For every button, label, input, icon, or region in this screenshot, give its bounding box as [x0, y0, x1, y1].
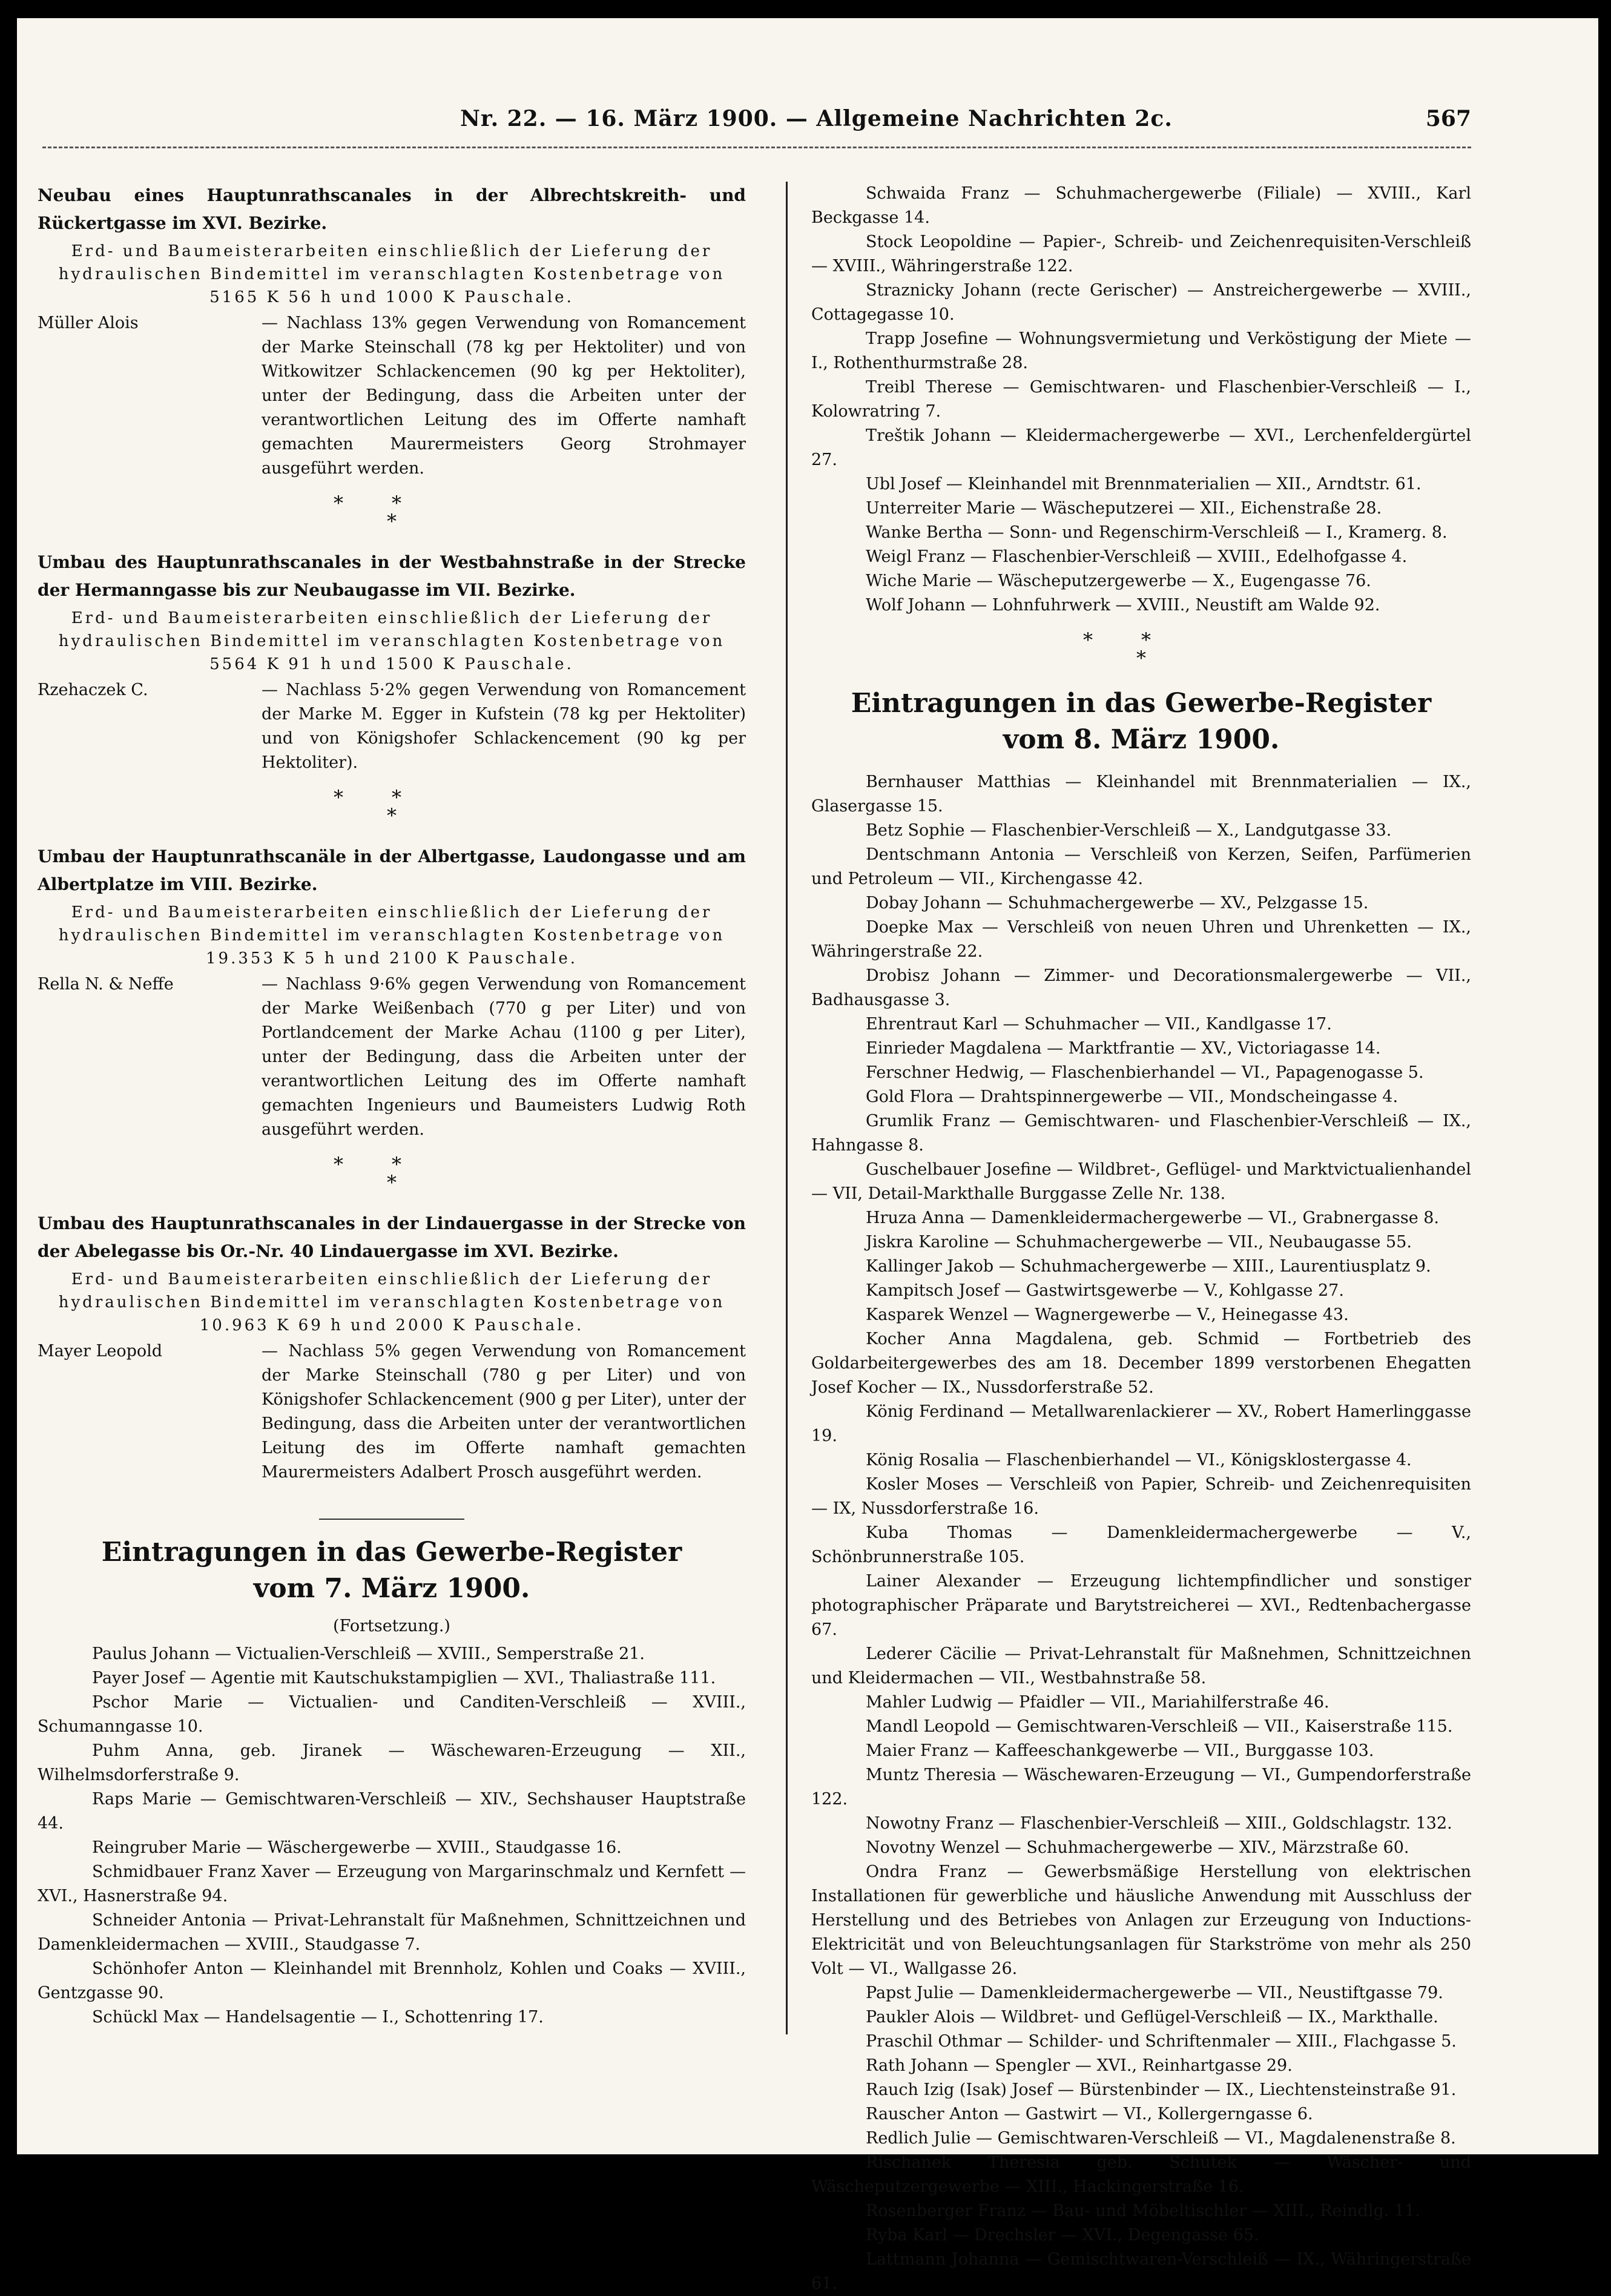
register-entry: Bernhauser Matthias — Kleinhandel mit Brennmaterialien — IX., Glasergasse 15.: [811, 773, 1471, 816]
register-entry: Doepke Max — Verschleiß von neuen Uhren und Uhrenketten — IX., Währingerstraße 22.: [811, 918, 1471, 961]
register-entry: Guschelbauer Josefine — Wildbret-, Geflügel- und Marktvictualienhandel — VII, Detail-Markthalle Burggasse Zelle Nr. 138.: [811, 1160, 1471, 1203]
register-entry: Betz Sophie — Flaschenbier-Verschleiß — X., Landgutgasse 33.: [866, 821, 1392, 840]
column-divider: [786, 182, 788, 2034]
tender-section: [38, 1210, 746, 1485]
section-title: Neubau eines Hauptunrathscanales in der Albrechtskreith- und Rückertgasse im XVI. Bezirke.: [38, 185, 746, 233]
register-entry: Treibl Therese — Gemischtwaren- und Flaschenbier-Verschleiß — I., Kolowratring 7.: [811, 378, 1471, 421]
register-entry: Reingruber Marie — Wäschergewerbe — XVIII., Staudgasse 16.: [92, 1838, 622, 1857]
right-column: [811, 182, 1471, 2296]
award-row: [38, 1339, 746, 1485]
register-entry: Schwaida Franz — Schuhmachergewerbe (Filiale) — XVIII., Karl Beckgasse 14.: [811, 184, 1471, 227]
header-title: Nr. 22. — 16. März 1900. — Allgemeine Nachrichten 2c.: [460, 106, 1173, 131]
register-entry: Ferschner Hedwig, — Flaschenbierhandel — VI., Papagenogasse 5.: [866, 1063, 1424, 1082]
award-text: — Nachlass 5% gegen Verwendung von Romancement der Marke Steinschall (780 g per Liter) und von Königshofer Schlackencement (900 g per Liter), unter der Bedingung, dass die Arbeiten unter der verantwortlichen Leitung des im Offerte namhaft gemachten Maurermeisters Adalbert Prosch ausgeführt werden.: [262, 1342, 746, 1482]
award-row: [38, 678, 746, 775]
register-entry: Nowotny Franz — Flaschenbier-Verschleiß — XIII., Goldschlagstr. 132.: [866, 1814, 1452, 1833]
register-entry: Einrieder Magdalena — Marktfrantie — XV., Victoriagasse 14.: [866, 1039, 1381, 1058]
running-header: [42, 106, 1471, 142]
register-entry: Ryba Karl — Drechsler — XVI., Degengasse 65.: [866, 2226, 1259, 2245]
register-entry: Lattmann Johanna — Gemischtwaren-Verschleiß — IX., Währingerstraße 61.: [811, 2250, 1471, 2293]
register-entry: Dobay Johann — Schuhmachergewerbe — XV., Pelzgasse 15.: [866, 894, 1369, 912]
register-entry: Wanke Bertha — Sonn- und Regenschirm-Verschleiß — I., Kramerg. 8.: [866, 523, 1448, 542]
register-entry: Stock Leopoldine — Papier-, Schreib- und Zeichenrequisiten-Verschleiß — XVIII., Währingerstraße 122.: [811, 233, 1471, 275]
register-heading: Eintragungen in das Gewerbe-Register: [101, 1537, 682, 1568]
award-row: [38, 311, 746, 481]
register-entry: Ubl Josef — Kleinhandel mit Brennmaterialien — XII., Arndtstr. 61.: [866, 475, 1422, 493]
register-entry: Payer Josef — Agentie mit Kautschukstampiglien — XVI., Thaliastraße 111.: [92, 1669, 716, 1687]
register-entry: Treštik Johann — Kleidermachergewerbe — XVI., Lerchenfeldergürtel 27.: [811, 426, 1471, 469]
register-entry: Schneider Antonia — Privat-Lehranstalt für Maßnehmen, Schnittzeichnen und Damenkleidermachen — XVIII., Staudgasse 7.: [38, 1911, 746, 1954]
register-entry: Hruza Anna — Damenkleidermachergewerbe — VI., Grabnergasse 8.: [866, 1209, 1440, 1227]
register-entry: Grumlik Franz — Gemischtwaren- und Flaschenbier-Verschleiß — IX., Hahngasse 8.: [811, 1112, 1471, 1155]
register-entry: Novotny Wenzel — Schuhmachergewerbe — XIV., Märzstraße 60.: [866, 1838, 1409, 1857]
register-entry: Weigl Franz — Flaschenbier-Verschleiß — XVIII., Edelhofgasse 4.: [866, 547, 1408, 566]
asterism-divider: ** *: [1083, 628, 1199, 670]
award-row: [38, 972, 746, 1142]
register-entry: Drobisz Johann — Zimmer- und Decorationsmalergewerbe — VII., Badhausgasse 3.: [811, 966, 1471, 1009]
section-title: Umbau der Hauptunrathscanäle in der Albertgasse, Laudongasse und am Albertplatze im VIII. Bezirke.: [38, 846, 746, 894]
register-entry: Rath Johann — Spengler — XVI., Reinhartgasse 29.: [866, 2056, 1293, 2075]
register-entry: König Rosalia — Flaschenbierhandel — VI., Königsklostergasse 4.: [866, 1451, 1412, 1470]
register-entry: Muntz Theresia — Wäschewaren-Erzeugung — VI., Gumpendorferstraße 122.: [811, 1766, 1471, 1809]
register-entry: Ondra Franz — Gewerbsmäßige Herstellung von elektrischen Installationen für gewerbliche und häusliche Anwendung mit Ausschluss der Herstellung und des Betriebes von Anlagen zur Erzeugung von Inductions-Elektricität und von Beleuchtungsanlagen für Starkströme von mehr als 250 Volt — VI., Wallgasse 26.: [811, 1862, 1471, 1978]
left-column: [38, 182, 746, 2030]
firm-name: Rzehaczek C.: [38, 681, 148, 699]
register-entry: Rauscher Anton — Gastwirt — VI., Kollergerngasse 6.: [866, 2105, 1313, 2123]
register-date: vom 8. März 1900.: [1003, 724, 1280, 755]
register-entry: Paukler Alois — Wildbret- und Geflügel-Verschleiß — IX., Markthalle.: [866, 2008, 1438, 2027]
register-entry: Papst Julie — Damenkleidermachergewerbe — VII., Neustiftgasse 79.: [866, 1984, 1443, 2002]
asterism-divider: ** *: [334, 492, 450, 533]
firm-name: Mayer Leopold: [38, 1342, 163, 1361]
register-entry: Wiche Marie — Wäscheputzergewerbe — X., Eugengasse 76.: [866, 572, 1371, 590]
page-number: 567: [1425, 106, 1471, 131]
section-title: Umbau des Hauptunrathscanales in der Westbahnstraße in der Strecke der Hermanngasse bis zur Neubaugasse im VII. Bezirke.: [38, 552, 746, 600]
register-entry: Rauch Izig (Isak) Josef — Bürstenbinder — IX., Liechtensteinstraße 91.: [866, 2080, 1457, 2099]
register-entry: Kosler Moses — Verschleiß von Papier, Schreib- und Zeichenrequisiten — IX, Nussdorferstraße 16.: [811, 1475, 1471, 1518]
register-date: vom 7. März 1900.: [253, 1573, 530, 1604]
firm-name: Müller Alois: [38, 314, 139, 332]
header-rule: [42, 147, 1471, 148]
register-entry: Dentschmann Antonia — Verschleiß von Kerzen, Seifen, Parfümerien und Petroleum — VII., Kirchengasse 42.: [811, 845, 1471, 888]
register-entry: Rischanek Theresia geb. Schutek — Wäscher- und Wäscheputzergewerbe — XIII., Hackingerstraße 16.: [811, 2153, 1471, 2196]
register-entry: Mahler Ludwig — Pfaidler — VII., Mariahilferstraße 46.: [866, 1693, 1329, 1712]
tender-section: [38, 843, 746, 1142]
works-description: Erd- und Baumeisterarbeiten einschließlich der Lieferung der hydraulischen Bindemittel im veranschlagten Kostenbetrage von 19.353 K 5 h und 2100 K Pauschale.: [58, 903, 725, 968]
asterism-divider: ** *: [334, 786, 450, 827]
firm-name: Rella N. & Neffe: [38, 975, 174, 994]
register-entry: Unterreiter Marie — Wäscheputzerei — XII., Eichenstraße 28.: [866, 499, 1382, 518]
register-entry: Lederer Cäcilie — Privat-Lehranstalt für Maßnehmen, Schnittzeichnen und Kleidermachen — VII., Westbahnstraße 58.: [811, 1644, 1471, 1687]
register-entry: Ehrentraut Karl — Schuhmacher — VII., Kandlgasse 17.: [866, 1015, 1332, 1034]
register-entry: Kuba Thomas — Damenkleidermachergewerbe — V., Schönbrunnerstraße 105.: [811, 1523, 1471, 1566]
register-entry: Kampitsch Josef — Gastwirtsgewerbe — V., Kohlgasse 27.: [866, 1281, 1344, 1300]
works-description: Erd- und Baumeisterarbeiten einschließlich der Lieferung der hydraulischen Bindemittel im veranschlagten Kostenbetrage von 5165 K 56 h und 1000 K Pauschale.: [58, 242, 725, 306]
register-entry: Trapp Josefine — Wohnungsvermietung und Verköstigung der Miete — I., Rothenthurmstraße 28.: [811, 329, 1471, 372]
award-text: — Nachlass 5·2% gegen Verwendung von Romancement der Marke M. Egger in Kufstein (78 kg per Hektoliter) und von Königshofer Schlackencement (90 kg per Hektoliter).: [262, 681, 746, 772]
register-entry: Praschil Othmar — Schilder- und Schriftenmaler — XIII., Flachgasse 5.: [866, 2032, 1457, 2051]
register-entry: Kocher Anna Magdalena, geb. Schmid — Fortbetrieb des Goldarbeitergewerbes des am 18. December 1899 verstorbenen Ehegatten Josef Kocher — IX., Nussdorferstraße 52.: [811, 1330, 1471, 1397]
tender-section: [38, 182, 746, 481]
continuation-note: (Fortsetzung.): [333, 1617, 450, 1635]
award-text: — Nachlass 13% gegen Verwendung von Romancement der Marke Steinschall (78 kg per Hektoliter) und von Witkowitzer Schlackencemen (90 kg per Hektoliter), unter der Bedingung, dass die Arbeiten unter der verantwortlichen Leitung des im Offerte namhaft gemachten Maurermeisters Georg Strohmayer ausgeführt werden.: [262, 314, 746, 478]
section-title: Umbau des Hauptunrathscanales in der Lindauergasse in der Strecke von der Abelegasse bis Or.-Nr. 40 Lindauergasse im XVI. Bezirke.: [38, 1213, 746, 1261]
register-entry: Schmidbauer Franz Xaver — Erzeugung von Margarinschmalz und Kernfett — XVI., Hasnerstraße 94.: [38, 1862, 746, 1905]
works-description: Erd- und Baumeisterarbeiten einschließlich der Lieferung der hydraulischen Bindemittel im veranschlagten Kostenbetrage von 5564 K 91 h und 1500 K Pauschale.: [58, 609, 725, 673]
register-list-continued: [811, 182, 1471, 618]
asterism-divider: ** *: [334, 1153, 450, 1194]
award-text: — Nachlass 9·6% gegen Verwendung von Romancement der Marke Weißenbach (770 g per Liter) und von Portlandcement der Marke Achau (1100 g per Liter), unter der Bedingung, dass die Arbeiten unter der verantwortlichen Leitung des im Offerte namhaft gemachten Ingenieurs und Baumeisters Ludwig Roth ausgeführt werden.: [262, 975, 746, 1139]
register-entry: Maier Franz — Kaffeeschankgewerbe — VII., Burggasse 103.: [866, 1741, 1374, 1760]
register-entry: Paulus Johann — Victualien-Verschleiß — XVIII., Semperstraße 21.: [92, 1644, 645, 1663]
register-entry: Kasparek Wenzel — Wagnergewerbe — V., Heinegasse 43.: [866, 1305, 1349, 1324]
register-entry: Rosenberger Franz — Bau- und Möbeltischler — XIII., Reindlg. 11.: [866, 2202, 1420, 2220]
register-entry: Schückl Max — Handelsagentie — I., Schottenring 17.: [92, 2008, 544, 2027]
register-entry: Mandl Leopold — Gemischtwaren-Verschleiß — VII., Kaiserstraße 115.: [866, 1717, 1453, 1736]
register-entry: Straznicky Johann (recte Gerischer) — Anstreichergewerbe — XVIII., Cottagegasse 10.: [811, 281, 1471, 324]
tender-section: [38, 549, 746, 775]
register-entry: Puhm Anna, geb. Jiranek — Wäschewaren-Erzeugung — XII., Wilhelmsdorferstraße 9.: [38, 1741, 746, 1784]
register-list: [811, 770, 1471, 2296]
register-entry: König Ferdinand — Metallwarenlackierer — XV., Robert Hamerlinggasse 19.: [811, 1402, 1471, 1445]
register-entry: Kallinger Jakob — Schuhmachergewerbe — XIII., Laurentiusplatz 9.: [866, 1257, 1431, 1276]
register-heading: Eintragungen in das Gewerbe-Register: [851, 688, 1432, 719]
register-entry: Raps Marie — Gemischtwaren-Verschleiß — XIV., Sechshauser Hauptstraße 44.: [38, 1790, 746, 1833]
register-entry: Lainer Alexander — Erzeugung lichtempfindlicher und sonstiger photographischer Präparate und Barytstreicherei — XVI., Redtenbachergasse 67.: [811, 1572, 1471, 1639]
works-description: Erd- und Baumeisterarbeiten einschließlich der Lieferung der hydraulischen Bindemittel im veranschlagten Kostenbetrage von 10.963 K 69 h und 2000 K Pauschale.: [58, 1270, 725, 1334]
section-rule: [319, 1519, 464, 1520]
register-entry: Schönhofer Anton — Kleinhandel mit Brennholz, Kohlen und Coaks — XVIII., Gentzgasse 90.: [38, 1959, 746, 2002]
register-entry: Wolf Johann — Lohnfuhrwerk — XVIII., Neustift am Walde 92.: [866, 596, 1380, 615]
register-entry: Jiskra Karoline — Schuhmachergewerbe — VII., Neubaugasse 55.: [866, 1233, 1412, 1252]
register-list: [38, 1642, 746, 2030]
register-entry: Pschor Marie — Victualien- und Canditen-Verschleiß — XVIII., Schumanngasse 10.: [38, 1693, 746, 1736]
register-entry: Gold Flora — Drahtspinnergewerbe — VII., Mondscheingasse 4.: [866, 1087, 1399, 1106]
register-entry: Redlich Julie — Gemischtwaren-Verschleiß — VI., Magdalenenstraße 8.: [866, 2129, 1456, 2148]
